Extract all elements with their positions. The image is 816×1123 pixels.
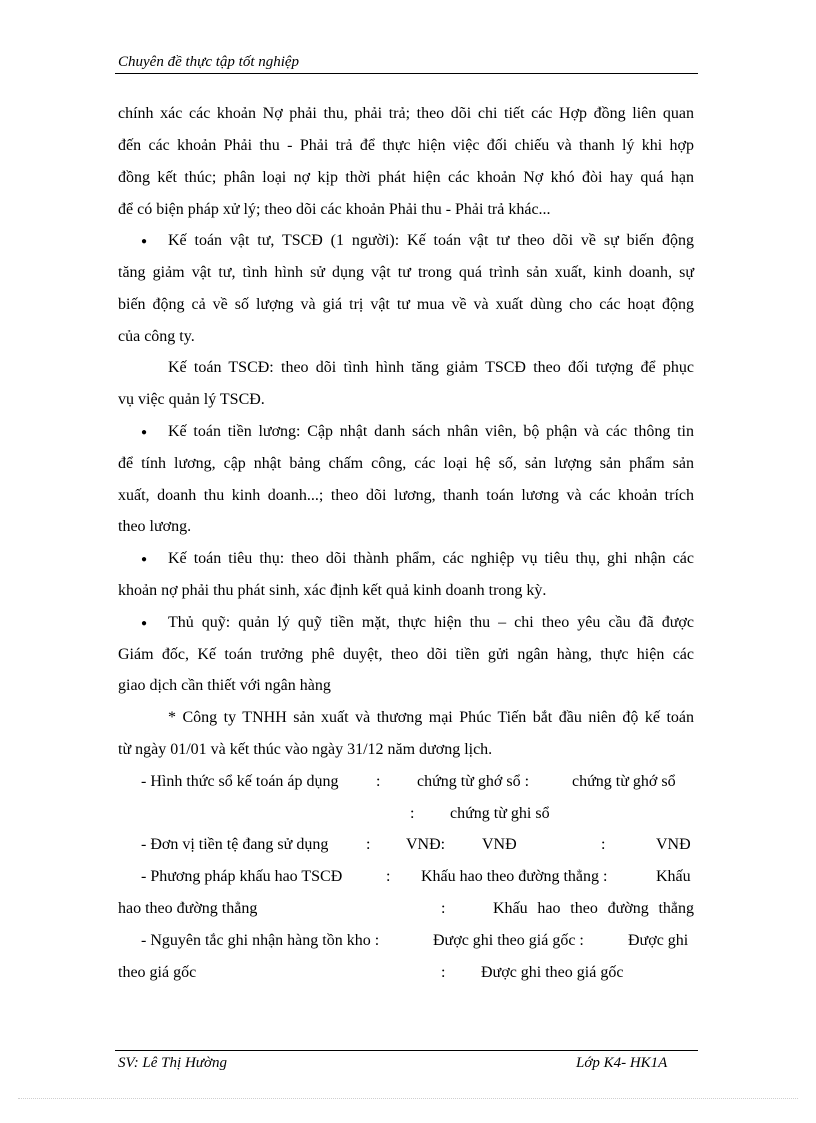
bullet-icon [141,238,149,246]
setting-value: Khấu hao theo đường thẳng [493,900,694,917]
body-line: * Công ty TNHH sản xuất và thương mại Phúc Tiến bắt đầu niên độ kế toán [168,709,694,726]
body-line: theo lương. [118,518,192,535]
setting-value: VNĐ [482,836,517,853]
body-line: Thủ quỹ: quản lý quỹ tiền mặt, thực hiện thu – chi theo yêu cầu đã được [168,614,694,631]
setting-value: Được ghi theo giá gốc : [433,932,584,949]
body-line: để có biện pháp xử lý; theo dõi các khoản Phải thu - Phải trả khác... [118,201,551,218]
setting-value: Khấu hao theo đường thẳng : [421,868,608,885]
setting-colon: : [441,900,446,917]
page-header-title: Chuyên đề thực tập tốt nghiệp [118,54,300,70]
body-line: giao dịch cần thiết với ngân hàng [118,677,331,694]
footer-student-name: SV: Lê Thị Hường [118,1055,227,1071]
setting-value: chứng từ ghi sổ [450,805,550,822]
setting-colon: : [441,964,446,981]
bullet-icon [141,556,149,564]
body-line: Kế toán TSCĐ: theo dõi tình hình tăng giảm TSCĐ theo đối tượng để phục [168,359,694,376]
setting-value: Được ghi theo giá gốc [481,964,624,981]
bullet-icon [141,429,149,437]
setting-value: hao theo đường thẳng [118,900,258,917]
setting-value: Khấu [656,868,691,885]
setting-colon: : [601,836,606,853]
setting-label: - Đơn vị tiền tệ đang sử dụng [141,836,329,853]
body-line: Giám đốc, Kế toán trưởng phê duyệt, theo dõi tiền gửi ngân hàng, thực hiện các [118,646,694,663]
body-line: chính xác các khoản Nợ phải thu, phải trả; theo dõi chi tiết các Hợp đồng liên quan [118,105,694,122]
setting-colon: : [410,805,415,822]
footer-class-name: Lớp K4- HK1A [576,1055,668,1071]
setting-value: VNĐ [656,836,691,853]
body-line: xuất, doanh thu kinh doanh...; theo dõi lương, thanh toán lương và các khoản trích [118,487,694,504]
setting-value: chứng từ ghớ sổ : [417,773,530,790]
setting-label: - Nguyên tắc ghi nhận hàng tồn kho : [141,932,380,949]
setting-label: - Phương pháp khấu hao TSCĐ [141,868,343,885]
setting-label: - Hình thức sổ kế toán áp dụng [141,773,339,790]
body-line: đồng kết thúc; phân loại nợ kịp thời phát hiện các khoản Nợ khó đòi hay quá hạn [118,169,694,186]
body-line: Kế toán tiền lương: Cập nhật danh sách nhân viên, bộ phận và các thông tin [168,423,694,440]
body-line: đến các khoản Phải thu - Phải trả để thực hiện việc đối chiếu và thanh lý khi hợp [118,137,694,154]
setting-value: Được ghi [628,932,689,949]
bullet-icon [141,620,149,628]
body-line: từ ngày 01/01 và kết thúc vào ngày 31/12 năm dương lịch. [118,741,493,758]
body-line: để tính lương, cập nhật bảng chấm công, các loại hệ số, sản lượng sản phẩm sản [118,455,694,472]
footer-rule [115,1050,698,1051]
setting-value: VNĐ: [406,836,446,853]
body-line: vụ việc quản lý TSCĐ. [118,391,265,408]
setting-value: chứng từ ghớ sổ [572,773,676,790]
body-line: khoản nợ phải thu phát sinh, xác định kết quả kinh doanh trong kỳ. [118,582,547,599]
body-line: Kế toán tiêu thụ: theo dõi thành phẩm, các nghiệp vụ tiêu thụ, ghi nhận các [168,550,694,567]
setting-colon: : [376,773,381,790]
header-rule [115,73,698,74]
page-edge-divider [18,1098,798,1099]
setting-colon: : [366,836,371,853]
body-line: của công ty. [118,328,195,345]
body-line: tăng giảm vật tư, tình hình sử dụng vật tư trong quá trình sản xuất, kinh doanh, sự [118,264,694,281]
setting-value: theo giá gốc [118,964,197,981]
body-line: biến động cả về số lượng và giá trị vật tư mua về và xuất dùng cho các hoạt động [118,296,694,313]
body-line: Kế toán vật tư, TSCĐ (1 người): Kế toán vật tư theo dõi về sự biến động [168,232,694,249]
setting-colon: : [386,868,391,885]
